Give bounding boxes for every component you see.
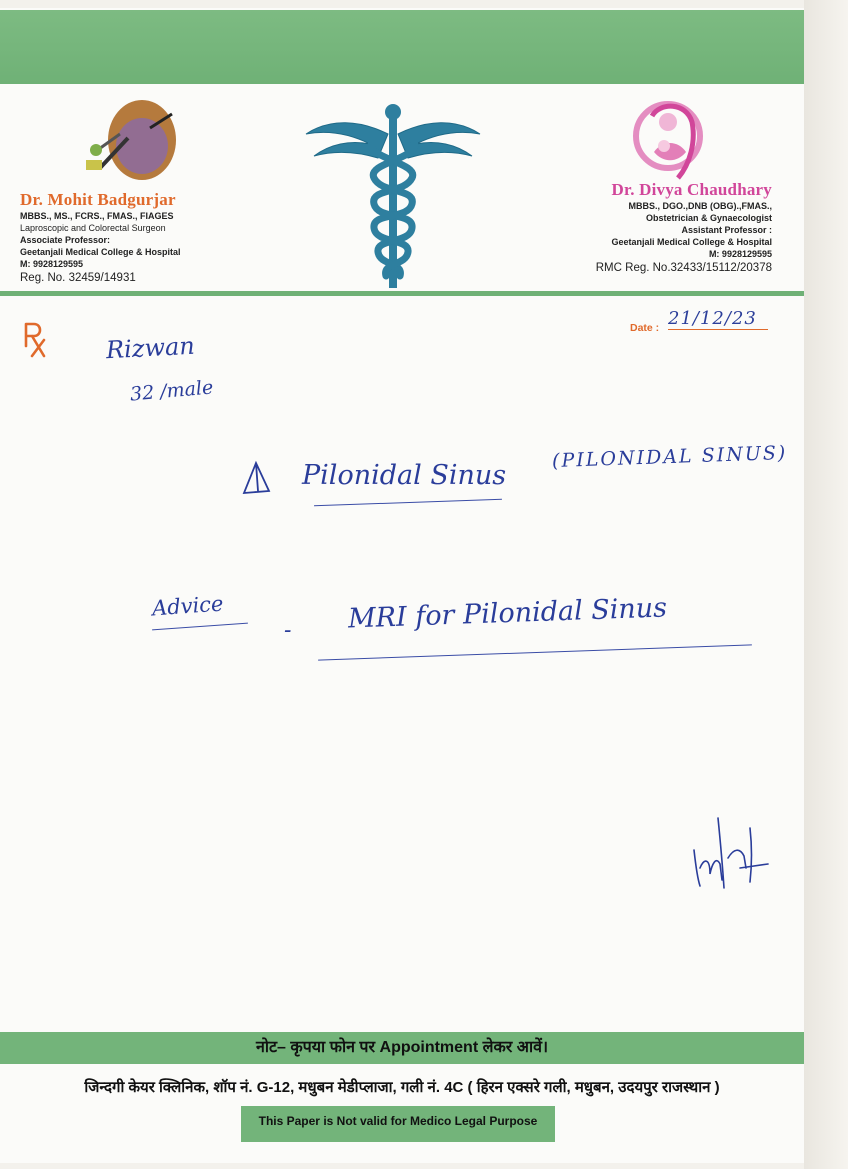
advice-underline: [152, 623, 248, 631]
advice-label: Advice: [151, 591, 225, 621]
patient-name: Rizwan: [105, 331, 196, 365]
caduceus-icon: [300, 100, 486, 290]
header-band: [0, 10, 804, 84]
page-edge-shadow: [804, 0, 848, 1169]
right-doctor-specialty: Obstetrician & Gynaecologist: [645, 213, 772, 223]
date-value: 21/12/23: [668, 308, 768, 330]
right-doctor-degrees: MBBS., DGO.,DNB (OBG).,FMAS.,: [628, 201, 772, 211]
prescription-sheet: [0, 8, 804, 1163]
left-doctor-reg: Reg. No. 32459/14931: [20, 272, 136, 284]
right-doctor-name: Dr. Divya Chaudhary: [611, 180, 772, 199]
signature-mark: [688, 798, 772, 894]
legal-disclaimer-box: [241, 1106, 555, 1142]
left-doctor-degrees: MBBS., MS., FCRS., FMAS., FIAGES: [20, 211, 174, 221]
diagnosis: Pilonidal Sinus: [302, 460, 507, 491]
header-divider: [0, 291, 804, 296]
diagnosis-caps: (PILONIDAL SINUS): [551, 441, 788, 473]
mother-child-logo-icon: [630, 92, 710, 187]
note-band: [0, 1032, 804, 1064]
advice-text: MRI for Pilonidal Sinus: [347, 592, 668, 635]
left-doctor-designation: Associate Professor:: [20, 235, 111, 245]
right-doctor-institution: Geetanjali Medical College & Hospital: [611, 237, 772, 247]
right-doctor-reg: RMC Reg. No.32433/15112/20378: [595, 262, 772, 274]
delta-diagnosis-icon: [240, 460, 272, 496]
left-doctor-block: [20, 98, 260, 286]
rx-icon: [22, 320, 48, 360]
legal-disclaimer: This Paper is Not valid for Medico Legal Purpose: [258, 1114, 538, 1128]
left-doctor-institution: Geetanjali Medical College & Hospital: [20, 247, 181, 257]
left-doctor-specialty: Laproscopic and Colorectal Surgeon: [20, 223, 166, 233]
patient-age-sex: 32 /male: [129, 376, 215, 406]
advice-text-underline: [318, 644, 752, 660]
left-doctor-name: Dr. Mohit Badgurjar: [20, 190, 176, 209]
advice-dash: -: [284, 618, 292, 643]
date-label: Date :: [630, 322, 660, 334]
right-doctor-block: [560, 92, 772, 276]
right-doctor-mobile: M: 9928129595: [708, 249, 772, 259]
clinic-address: जिन्दगी केयर क्लिनिक, शॉप नं. G-12, मधुबन मेडीप्लाजा, गली नं. 4C ( हिरन एक्सरे गली, मधुबन, उदयपुर राजस्थान ): [84, 1079, 720, 1096]
left-doctor-mobile: M: 9928129595: [20, 259, 84, 269]
diagnosis-underline: [314, 499, 502, 507]
surgeon-logo-icon: [80, 98, 180, 188]
right-doctor-designation: Assistant Professor :: [681, 225, 772, 235]
appointment-note: नोट– कृपया फोन पर Appointment लेकर आवें।: [255, 1039, 549, 1056]
